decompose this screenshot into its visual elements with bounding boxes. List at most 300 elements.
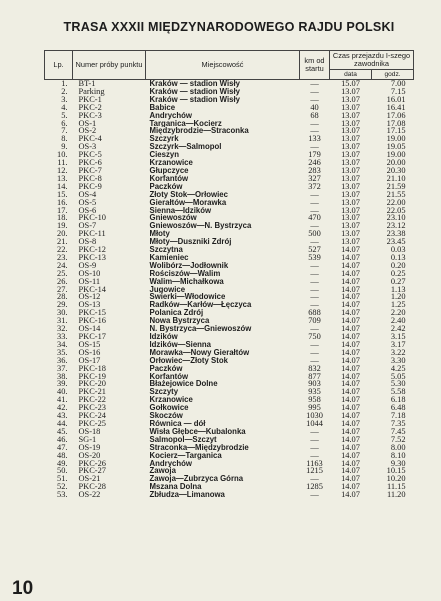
cell-place: Cieszyn [149,151,179,160]
cell-time: 20.30 [386,166,406,175]
cell-km: 179 [308,151,321,160]
cell-place: Paczków [149,182,183,191]
cell-num: Parking [78,87,105,96]
cell-time: 3.17 [390,340,406,349]
cell-time: 23.10 [386,214,406,223]
cell-time: 5.58 [390,388,406,397]
cell-place: Wisła Głębce—Kubalonka [149,427,246,436]
table-row [45,428,414,436]
cell-date: 14.07 [341,277,360,286]
cell-num: PKC-16 [78,317,106,326]
cell-lp: 50. [57,467,68,476]
cell-km: 246 [308,159,321,167]
table-row [45,420,414,428]
page-title: TRASA XXXII MIĘDZYNARODOWEGO RAJDU POLSKI [63,20,395,34]
table-row [45,325,414,333]
cell-date: 14.07 [341,467,360,476]
cell-num: PKC-1 [78,95,102,104]
cell-km: — [310,127,319,136]
cell-lp: 29. [57,301,68,310]
cell-km: — [310,325,319,333]
cell-lp: 21. [57,238,68,247]
cell-km: 40 [310,103,319,112]
table-row [45,238,414,246]
cell-place: Straconka—Międzybrodzie [149,443,249,452]
cell-num: OS-19 [78,443,101,452]
cell-date: 14.07 [341,261,360,270]
table-row [45,254,414,262]
cell-time: 5.30 [390,380,406,389]
cell-num: OS-13 [78,301,101,310]
table-row [45,436,414,444]
cell-lp: 35. [57,348,68,357]
cell-time: 7.00 [390,79,406,88]
cell-num: PKC-24 [78,412,106,420]
table-row [45,349,414,357]
route-table-container [44,50,413,499]
cell-time: 1.13 [390,285,406,294]
cell-place: Błażejowice Dolne [149,380,218,389]
cell-num: PKC-10 [78,214,106,223]
cell-km: — [310,190,319,199]
table-row [45,246,414,254]
cell-time: 7.18 [390,412,406,420]
cell-num: SG-1 [78,435,97,444]
cell-km: 935 [308,388,321,397]
cell-date: 14.07 [341,483,360,492]
cell-time: 23.45 [386,238,406,247]
cell-place: Targanica—Kocierz [149,119,222,128]
table-header [45,51,414,80]
cell-km: 1030 [306,412,323,420]
cell-lp: 33. [57,333,68,341]
table-row [45,143,414,151]
cell-km: 527 [308,246,321,254]
header-czas: Czas przejazdu I-szego zawodnika [330,51,414,70]
cell-km: — [310,277,319,286]
cell-time: 16.01 [386,95,406,104]
cell-time: 8.10 [390,451,406,460]
cell-place: Skoczów [149,412,183,420]
table-row [45,412,414,420]
cell-place: Polanica Zdrój [149,309,204,318]
cell-num: OS-6 [78,206,97,215]
header-data: data [330,70,372,80]
cell-place: Paczków [149,364,183,373]
cell-km: — [310,443,319,452]
table-row [45,444,414,452]
cell-km: 688 [308,309,321,318]
cell-num: OS-17 [78,356,101,365]
cell-place: Kraków — stadion Wisły [149,87,240,96]
table-row [45,191,414,199]
cell-lp: 47. [57,443,68,452]
cell-num: PKC-15 [78,309,106,318]
cell-place: Gołkowice [149,404,189,413]
cell-num: OS-1 [78,119,97,128]
cell-place: Krzanowice [149,396,193,405]
cell-num: OS-7 [78,222,97,231]
cell-km: — [310,340,319,349]
cell-num: PKC-6 [78,159,102,167]
cell-lp: 24. [57,261,68,270]
table-row [45,120,414,128]
cell-lp: 51. [57,475,68,484]
cell-km: 1215 [306,467,323,476]
cell-place: Idzików—Sienna [149,340,212,349]
cell-date: 14.07 [341,372,360,381]
cell-time: 22.05 [386,206,406,215]
cell-date: 13.07 [341,159,360,167]
cell-place: Babice [149,103,176,112]
cell-time: 17.08 [386,119,406,128]
cell-km: 995 [308,404,321,413]
cell-place: Gniewoszów—N. Bystrzyca [149,222,252,231]
cell-time: 3.22 [390,348,406,357]
cell-num: PKC-21 [78,388,106,397]
table-row [45,309,414,317]
cell-num: PKC-2 [78,103,102,112]
header-lp: Lp. [45,51,73,80]
cell-km: — [310,491,319,500]
cell-lp: 42. [57,404,68,413]
table-row [45,357,414,365]
cell-lp: 40. [57,388,68,397]
cell-date: 13.07 [341,143,360,152]
table-row [45,230,414,238]
cell-km: 133 [308,135,321,144]
table-row [45,159,414,167]
route-table [44,50,414,499]
cell-time: 21.10 [386,174,406,183]
cell-num: PKC-28 [78,483,106,492]
cell-place: Kraków — stadion Wisły [149,95,240,104]
cell-lp: 41. [57,396,68,405]
cell-lp: 32. [57,325,68,333]
cell-date: 13.07 [341,135,360,144]
cell-date: 14.07 [341,435,360,444]
cell-place: Mszana Dolna [149,483,202,492]
cell-num: PKC-7 [78,166,102,175]
cell-km: — [310,261,319,270]
cell-place: Kamieniec [149,253,189,262]
cell-num: PKC-18 [78,364,106,373]
table-row [45,127,414,135]
cell-place: Radków—Karłów—Łęczyca [149,301,252,310]
cell-place: Równica — dół [149,419,206,428]
cell-time: 23.12 [386,222,406,231]
cell-num: OS-16 [78,348,101,357]
cell-time: 11.15 [386,483,406,492]
cell-place: Andrychów [149,111,192,120]
cell-date: 14.07 [341,301,360,310]
cell-date: 14.07 [341,380,360,389]
cell-km: — [310,87,319,96]
page-number: 10 [12,578,34,599]
cell-time: 10.15 [386,467,406,476]
cell-time: 11.20 [386,491,406,500]
cell-place: Świerki—Włodowice [149,293,226,302]
cell-time: 16.41 [386,103,406,112]
cell-km: 1163 [306,459,323,468]
cell-place: Morawka—Nowy Gierałtów [149,348,250,357]
cell-place: Młoty—Duszniki Zdrój [149,238,232,247]
cell-place: Korfantów [149,174,189,183]
table-row [45,222,414,230]
cell-date: 14.07 [341,443,360,452]
cell-lp: 5. [61,111,68,120]
cell-time: 0.25 [390,269,406,278]
table-row [45,104,414,112]
cell-date: 14.07 [341,269,360,278]
cell-num: OS-15 [78,340,101,349]
cell-num: PKC-11 [78,230,106,239]
cell-place: Andrychów [149,459,192,468]
cell-lp: 31. [57,317,68,326]
cell-place: Wolibórz—Jodłownik [149,261,229,270]
cell-num: OS-22 [78,491,101,500]
cell-date: 13.07 [341,127,360,136]
cell-num: OS-10 [78,269,101,278]
cell-km: — [310,435,319,444]
cell-time: 22.00 [386,198,406,207]
cell-time: 17.06 [386,111,406,120]
cell-km: 283 [308,166,321,175]
cell-place: Sienna—Idzików [149,206,212,215]
cell-lp: 46. [57,435,68,444]
cell-time: 19.00 [386,151,406,160]
cell-date: 13.07 [341,230,360,239]
cell-date: 14.07 [341,356,360,365]
cell-lp: 19. [57,222,68,231]
cell-lp: 15. [57,190,68,199]
cell-date: 14.07 [341,246,360,254]
cell-time: 19.05 [386,143,406,152]
header-km: km od startu [300,51,330,80]
cell-time: 7.15 [390,87,406,96]
cell-lp: 9. [61,143,68,152]
cell-num: PKC-13 [78,253,106,262]
cell-time: 6.18 [390,396,406,405]
cell-date: 14.07 [341,333,360,341]
cell-km: — [310,222,319,231]
cell-place: Gierałtów—Morawka [149,198,227,207]
cell-time: 21.59 [386,182,406,191]
cell-lp: 2. [61,87,68,96]
cell-km: — [310,356,319,365]
cell-km: — [310,451,319,460]
cell-date: 13.07 [341,87,360,96]
cell-time: 2.40 [390,317,406,326]
cell-date: 13.07 [341,198,360,207]
table-row [45,135,414,143]
cell-time: 5.05 [390,372,406,381]
cell-num: OS-9 [78,261,97,270]
cell-time: 0.03 [390,246,406,254]
table-row [45,475,414,483]
cell-date: 13.07 [341,103,360,112]
table-row [45,491,414,499]
cell-date: 13.07 [341,182,360,191]
table-row [45,175,414,183]
cell-num: OS-12 [78,293,101,302]
cell-km: 68 [310,111,319,120]
cell-lp: 26. [57,277,68,286]
cell-place: Zawoja [149,467,176,476]
cell-place: N. Bystrzyca—Gniewoszów [149,325,252,333]
table-row [45,207,414,215]
table-row [45,333,414,341]
cell-place: Młoty [149,230,170,239]
cell-place: Szczyrk [149,135,179,144]
cell-place: Kraków — stadion Wisły [149,79,240,88]
cell-date: 13.07 [341,119,360,128]
cell-num: PKC-14 [78,285,106,294]
cell-lp: 4. [61,103,68,112]
cell-lp: 36. [57,356,68,365]
cell-place: Głupczyce [149,166,189,175]
cell-num: OS-5 [78,198,97,207]
cell-date: 14.07 [341,309,360,318]
table-row [45,467,414,475]
table-row [45,365,414,373]
cell-num: OS-21 [78,475,101,484]
cell-num: PKC-23 [78,404,106,413]
cell-num: PKC-17 [78,333,106,341]
cell-date: 13.07 [341,95,360,104]
cell-num: PKC-25 [78,419,106,428]
cell-lp: 3. [61,95,68,104]
cell-km: — [310,285,319,294]
cell-km: 1044 [306,419,323,428]
cell-time: 23.38 [386,230,406,239]
cell-time: 3.15 [390,333,406,341]
table-row [45,286,414,294]
cell-place: Zbłudza—Limanowa [149,491,225,500]
cell-num: PKC-3 [78,111,102,120]
table-row [45,80,414,88]
cell-date: 14.07 [341,475,360,484]
table-row [45,452,414,460]
cell-date: 14.07 [341,459,360,468]
cell-lp: 37. [57,364,68,373]
cell-km: — [310,79,319,88]
cell-km: — [310,293,319,302]
cell-lp: 44. [57,419,68,428]
cell-num: PKC-19 [78,372,106,381]
table-row [45,301,414,309]
cell-time: 7.52 [390,435,406,444]
cell-lp: 39. [57,380,68,389]
table-row [45,388,414,396]
cell-time: 7.45 [390,427,406,436]
cell-date: 13.07 [341,166,360,175]
cell-num: PKC-8 [78,174,102,183]
cell-lp: 28. [57,293,68,302]
cell-num: PKC-22 [78,396,106,405]
table-row [45,183,414,191]
cell-date: 14.07 [341,317,360,326]
cell-time: 4.25 [390,364,406,373]
table-row [45,341,414,349]
cell-lp: 12. [57,166,68,175]
cell-place: Zawoja—Zubrzyca Górna [149,475,244,484]
table-row [45,317,414,325]
cell-lp: 25. [57,269,68,278]
cell-num: PKC-5 [78,151,102,160]
cell-lp: 38. [57,372,68,381]
cell-place: Złoty Stok—Orłowiec [149,190,228,199]
cell-date: 14.07 [341,388,360,397]
cell-time: 2.20 [390,309,406,318]
cell-num: OS-18 [78,427,101,436]
cell-lp: 43. [57,412,68,420]
cell-km: 709 [308,317,321,326]
cell-km: — [310,119,319,128]
cell-lp: 27. [57,285,68,294]
cell-time: 21.55 [386,190,406,199]
cell-lp: 7. [61,127,68,136]
cell-time: 10.20 [386,475,406,484]
cell-num: OS-3 [78,143,97,152]
table-row [45,151,414,159]
cell-date: 13.07 [341,214,360,223]
cell-date: 13.07 [341,151,360,160]
cell-num: OS-20 [78,451,101,460]
cell-lp: 34. [57,340,68,349]
cell-place: Kocierz—Targanica [149,451,222,460]
cell-place: Jugowice [149,285,186,294]
cell-time: 1.25 [390,301,406,310]
cell-date: 13.07 [341,206,360,215]
cell-date: 14.07 [341,396,360,405]
cell-time: 19.00 [386,135,406,144]
cell-place: Gniewoszów [149,214,197,223]
cell-date: 14.07 [341,364,360,373]
cell-num: OS-11 [78,277,101,286]
cell-km: — [310,238,319,247]
cell-place: Szczyty [149,388,179,397]
cell-km: 958 [308,396,321,405]
cell-date: 14.07 [341,491,360,500]
header-miejscowosc: Miejscowość [146,51,300,80]
cell-date: 14.07 [341,427,360,436]
cell-num: BT-1 [78,79,96,88]
table-body [45,80,414,500]
cell-km: 500 [308,230,321,239]
header-godz: godz. [372,70,414,80]
cell-date: 13.07 [341,222,360,231]
cell-lp: 14. [57,182,68,191]
cell-lp: 8. [61,135,68,144]
cell-date: 13.07 [341,174,360,183]
table-row [45,199,414,207]
cell-time: 3.30 [390,356,406,365]
cell-time: 0.13 [390,253,406,262]
cell-km: — [310,427,319,436]
cell-num: PKC-26 [78,459,106,468]
cell-km: — [310,475,319,484]
cell-lp: 11. [57,159,68,167]
cell-num: PKC-20 [78,380,106,389]
table-row [45,460,414,468]
table-row [45,396,414,404]
cell-lp: 17. [57,206,68,215]
cell-place: Szczytna [149,246,183,254]
cell-place: Nowa Bystrzyca [149,317,210,326]
cell-date: 15.07 [341,79,360,88]
cell-date: 13.07 [341,238,360,247]
